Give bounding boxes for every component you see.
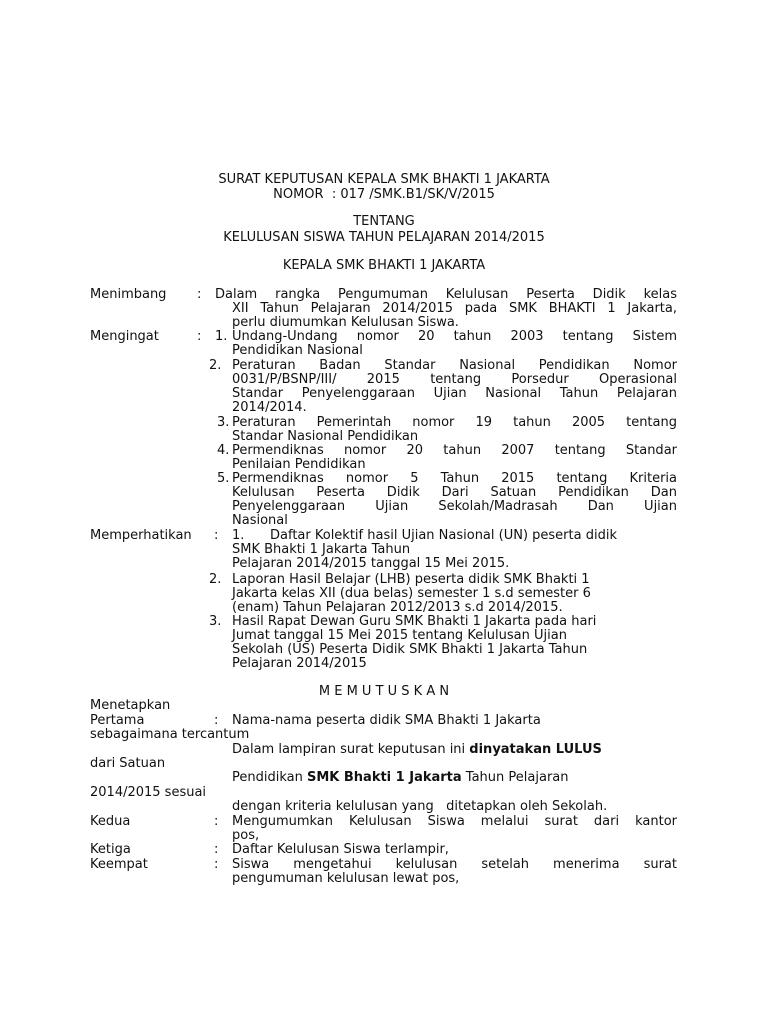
menimbang-line: XII Tahun Pelajaran 2014/2015 pada SMK BHAKTI 1 Jakarta, — [232, 301, 677, 316]
memperhatikan-line: Daftar Kolektif hasil Ujian Nasional (UN) peserta didik — [270, 528, 617, 543]
pertama-text: dari Satuan — [90, 756, 166, 771]
memperhatikan-line: Pelajaran 2014/2015 — [232, 656, 367, 671]
mengingat-line: Nasional — [232, 513, 288, 528]
pertama-label: Pertama — [90, 713, 145, 728]
mengingat-label: Mengingat — [90, 329, 159, 344]
menetapkan-label: Menetapkan — [90, 698, 171, 713]
menimbang-colon: : — [197, 287, 202, 302]
memperhatikan-line: Hasil Rapat Dewan Guru SMK Bhakti 1 Jakarta pada hari — [232, 614, 597, 629]
pertama-text — [232, 770, 569, 785]
memutuskan-heading: M E M U T U S K A N — [318, 684, 450, 699]
keempat-text: Siswa mengetahui kelulusan setelah menerima surat — [232, 857, 677, 872]
mengingat-line: Standar Penyelenggaraan Ujian Nasional Tahun Pelajaran — [232, 386, 677, 401]
memperhatikan-line: Jakarta kelas XII (dua belas) semester 1 s.d semester 6 — [232, 586, 591, 601]
mengingat-line: 0031/P/BSNP/III/ 2015 tentang Porsedur Operasional — [232, 372, 677, 387]
kedua-colon: : — [214, 814, 219, 829]
title-line-2: NOMOR : 017 /SMK.B1/SK/V/2015 — [273, 187, 495, 202]
mengingat-colon: : — [197, 329, 202, 344]
mengingat-num: 2. — [209, 358, 222, 373]
memperhatikan-line: Laporan Hasil Belajar (LHB) peserta didik SMK Bhakti 1 — [232, 572, 590, 587]
mengingat-line: Pendidikan Nasional — [232, 343, 363, 358]
menimbang-label: Menimbang — [90, 287, 167, 302]
mengingat-line: Standar Nasional Pendidikan — [232, 429, 419, 444]
school-name-emphasis: SMK Bhakti 1 Jakarta — [306, 770, 462, 785]
memperhatikan-line: Sekolah (US) Peserta Didik SMK Bhakti 1 Jakarta Tahun — [232, 642, 588, 657]
mengingat-line: Penyelenggaraan Ujian Sekolah/Madrasah Dan Ujian — [232, 499, 677, 514]
mengingat-num: 3. — [217, 415, 230, 430]
title-line-1: SURAT KEPUTUSAN KEPALA SMK BHAKTI 1 JAKARTA — [218, 172, 550, 187]
about-text: KELULUSAN SISWA TAHUN PELAJARAN 2014/2015 — [223, 230, 545, 245]
memperhatikan-num: 3. — [209, 614, 222, 629]
mengingat-line: Permendiknas nomor 5 Tahun 2015 tentang Kriteria — [232, 471, 677, 486]
pertama-colon: : — [214, 713, 219, 728]
pertama-text-normal: Dalam lampiran surat keputusan ini — [232, 742, 470, 757]
mengingat-line: Kelulusan Peserta Didik Dari Satuan Pendidikan Dan — [232, 485, 677, 500]
keempat-text: pengumuman kelulusan lewat pos, — [232, 871, 460, 886]
mengingat-num: 4. — [217, 443, 230, 458]
mengingat-num: 5. — [217, 471, 230, 486]
pertama-text — [232, 742, 602, 757]
dinyatakan-lulus-emphasis: dinyatakan LULUS — [469, 742, 602, 757]
memperhatikan-colon: : — [214, 528, 219, 543]
pertama-text: sebagaimana tercantum — [90, 727, 250, 742]
kedua-text: Mengumumkan Kelulusan Siswa melalui surat dari kantor — [232, 814, 677, 829]
mengingat-line: Undang-Undang nomor 20 tahun 2003 tentang Sistem — [232, 329, 677, 344]
kedua-text: pos, — [232, 828, 260, 843]
mengingat-num: 1. — [215, 329, 228, 344]
memperhatikan-line: SMK Bhakti 1 Jakarta Tahun — [232, 542, 411, 557]
memperhatikan-num: 2. — [209, 572, 222, 587]
pertama-text: 2014/2015 sesuai — [90, 785, 207, 800]
memperhatikan-num: 1. — [232, 528, 245, 543]
menimbang-line: Dalam rangka Pengumuman Kelulusan Peserta Didik kelas — [215, 287, 677, 302]
mengingat-line: Peraturan Pemerintah nomor 19 tahun 2005 tentang — [232, 415, 677, 430]
pertama-text-normal: Pendidikan — [232, 770, 307, 785]
mengingat-line: Peraturan Badan Standar Nasional Pendidikan Nomor — [232, 358, 677, 373]
mengingat-line: 2014/2014. — [232, 400, 307, 415]
memperhatikan-label: Memperhatikan — [90, 528, 192, 543]
memperhatikan-line: Jumat tanggal 15 Mei 2015 tentang Kelulusan Ujian — [232, 628, 567, 643]
pertama-text: Nama-nama peserta didik SMA Bhakti 1 Jakarta — [232, 713, 541, 728]
memperhatikan-line: Pelajaran 2014/2015 tanggal 15 Mei 2015. — [232, 556, 510, 571]
mengingat-line: Permendiknas nomor 20 tahun 2007 tentang Standar — [232, 443, 677, 458]
memperhatikan-line: (enam) Tahun Pelajaran 2012/2013 s.d 2014/2015. — [232, 600, 563, 615]
keempat-colon: : — [214, 857, 219, 872]
keempat-label: Keempat — [90, 857, 148, 872]
menimbang-line: perlu diumumkan Kelulusan Siswa. — [232, 315, 459, 330]
about-label: TENTANG — [353, 214, 415, 229]
pertama-text-normal: Tahun Pelajaran — [461, 770, 569, 785]
pertama-text: dengan kriteria kelulusan yang ditetapkan oleh Sekolah. — [232, 799, 608, 814]
kedua-label: Kedua — [90, 814, 131, 829]
issuer: KEPALA SMK BHAKTI 1 JAKARTA — [282, 258, 486, 273]
ketiga-colon: : — [214, 842, 219, 857]
ketiga-text: Daftar Kelulusan Siswa terlampir, — [232, 842, 449, 857]
ketiga-label: Ketiga — [90, 842, 131, 857]
mengingat-line: Penilaian Pendidikan — [232, 457, 366, 472]
